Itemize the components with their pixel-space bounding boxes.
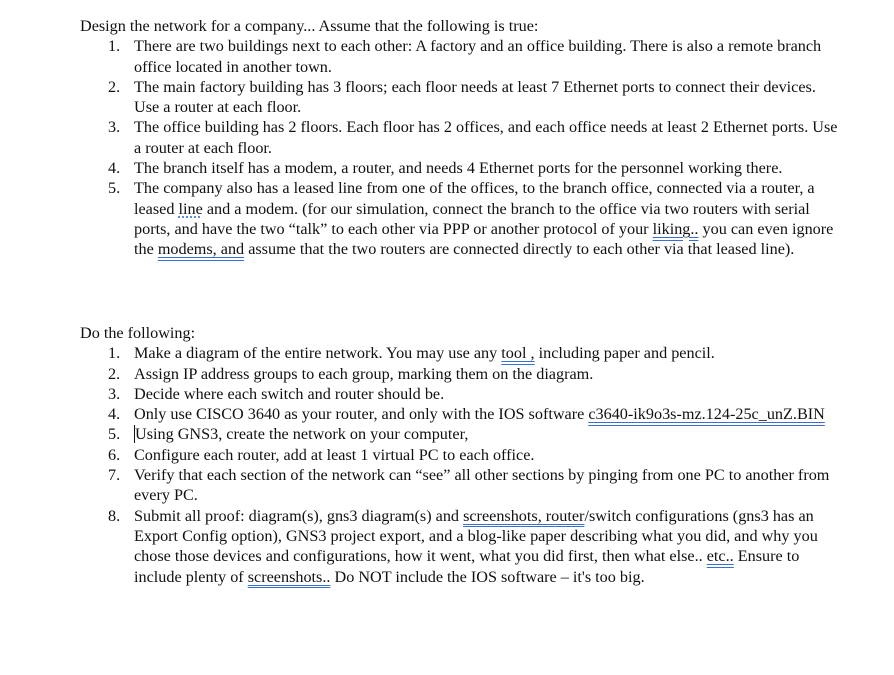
text-segment: Do NOT include the IOS software – it's too big. [330, 567, 645, 586]
requirement-item [80, 178, 840, 259]
grammar-flag[interactable]: c3640-ik9o3s-mz.124-25c_unZ.BIN [588, 405, 825, 424]
item-number: 4. [108, 405, 121, 424]
requirements-heading: Design the network for a company... Assume that the following is true: [80, 17, 539, 35]
item-number: 4. [108, 159, 121, 178]
grammar-flag[interactable]: screenshots.. [247, 567, 331, 586]
item-text: There are two buildings next to each other: A factory and an office building. There is also a remote branch office located in another town. [134, 37, 822, 76]
item-number: 1. [108, 37, 121, 56]
tasks-heading: Do the following: [80, 324, 196, 342]
grammar-flag[interactable]: line [178, 199, 203, 218]
task-item [80, 424, 840, 444]
item-number: 5. [108, 179, 121, 198]
item-number: 2. [108, 77, 121, 96]
grammar-flag[interactable]: etc.. [706, 547, 734, 566]
requirement-item [80, 36, 840, 77]
item-number: 6. [108, 445, 121, 464]
requirement-item [80, 158, 840, 178]
item-text: The main factory building has 3 floors; each floor needs at least 7 Ethernet ports to connect their devices. Use a router at each floor. [134, 77, 816, 117]
grammar-flag[interactable]: tool , [501, 344, 535, 363]
requirements-list [80, 36, 840, 259]
item-text [134, 405, 825, 423]
item-text [134, 344, 715, 362]
item-text: Verify that each section of the network can “see” all other sections by pinging from one PC to another from every PC. [134, 466, 830, 505]
item-text[interactable]: Using GNS3, create the network on your computer, [135, 425, 469, 444]
text-segment: you can even ignore the [134, 219, 834, 259]
item-number: 1. [108, 344, 121, 363]
item-text: Decide where each switch and router should be. [134, 384, 445, 403]
item-number: 8. [108, 506, 121, 525]
task-item [80, 445, 840, 465]
grammar-flag[interactable]: screenshots, router [463, 506, 585, 525]
item-text [134, 179, 833, 258]
item-number: 7. [108, 466, 121, 485]
requirements-section [80, 16, 840, 260]
item-text: The branch itself has a modem, a router, and needs 4 Ethernet ports for the personnel working there. [134, 159, 783, 178]
text-segment: The company also has a leased line from one of the offices, to the branch office, connected via a router, a leased [134, 179, 815, 218]
task-item [80, 506, 840, 587]
text-segment: Submit all proof: diagram(s), gns3 diagram(s) and [134, 506, 464, 525]
item-text: Assign IP address groups to each group, marking them on the diagram. [134, 364, 594, 383]
task-item [80, 364, 840, 384]
text-segment: and a modem. (for our simulation, connect the branch to the office via two routers with serial ports, and have the two “talk” to each other via PPP or another protocol of your [134, 199, 810, 238]
item-text: Configure each router, add at least 1 virtual PC to each office. [134, 445, 535, 464]
text-segment: /switch configurations (gns3 has an Export Config option), GNS3 project export, and a blog-like paper describing what you did, and why you chose those devices and configurations, how it went, what you did first, then what else.. [134, 506, 818, 566]
task-item [80, 343, 840, 363]
item-number: 2. [108, 364, 121, 383]
text-segment: Only use CISCO 3640 as your router, and only with the IOS software [134, 405, 589, 424]
text-segment: Make a diagram of the entire network. You may use any [134, 344, 502, 363]
item-text [134, 507, 818, 586]
item-number: 5. [108, 425, 121, 444]
requirement-item [80, 77, 840, 118]
task-item [80, 404, 840, 424]
grammar-flag[interactable]: modems, and [157, 240, 245, 259]
item-text: The office building has 2 floors. Each floor has 2 offices, and each office needs at least 2 Ethernet ports. Use a router at each floor. [134, 118, 838, 157]
text-segment: assume that the two routers are connected directly to each other via that leased line). [244, 240, 795, 259]
tasks-section [80, 323, 840, 587]
task-item [80, 465, 840, 506]
text-segment: including paper and pencil. [534, 344, 715, 363]
task-item [80, 384, 840, 404]
item-number: 3. [108, 384, 121, 403]
requirement-item [80, 117, 840, 158]
grammar-flag[interactable]: liking.. [652, 219, 699, 238]
text-segment: Ensure to include plenty of [134, 547, 800, 586]
item-number: 3. [108, 118, 121, 137]
tasks-list [80, 343, 840, 587]
